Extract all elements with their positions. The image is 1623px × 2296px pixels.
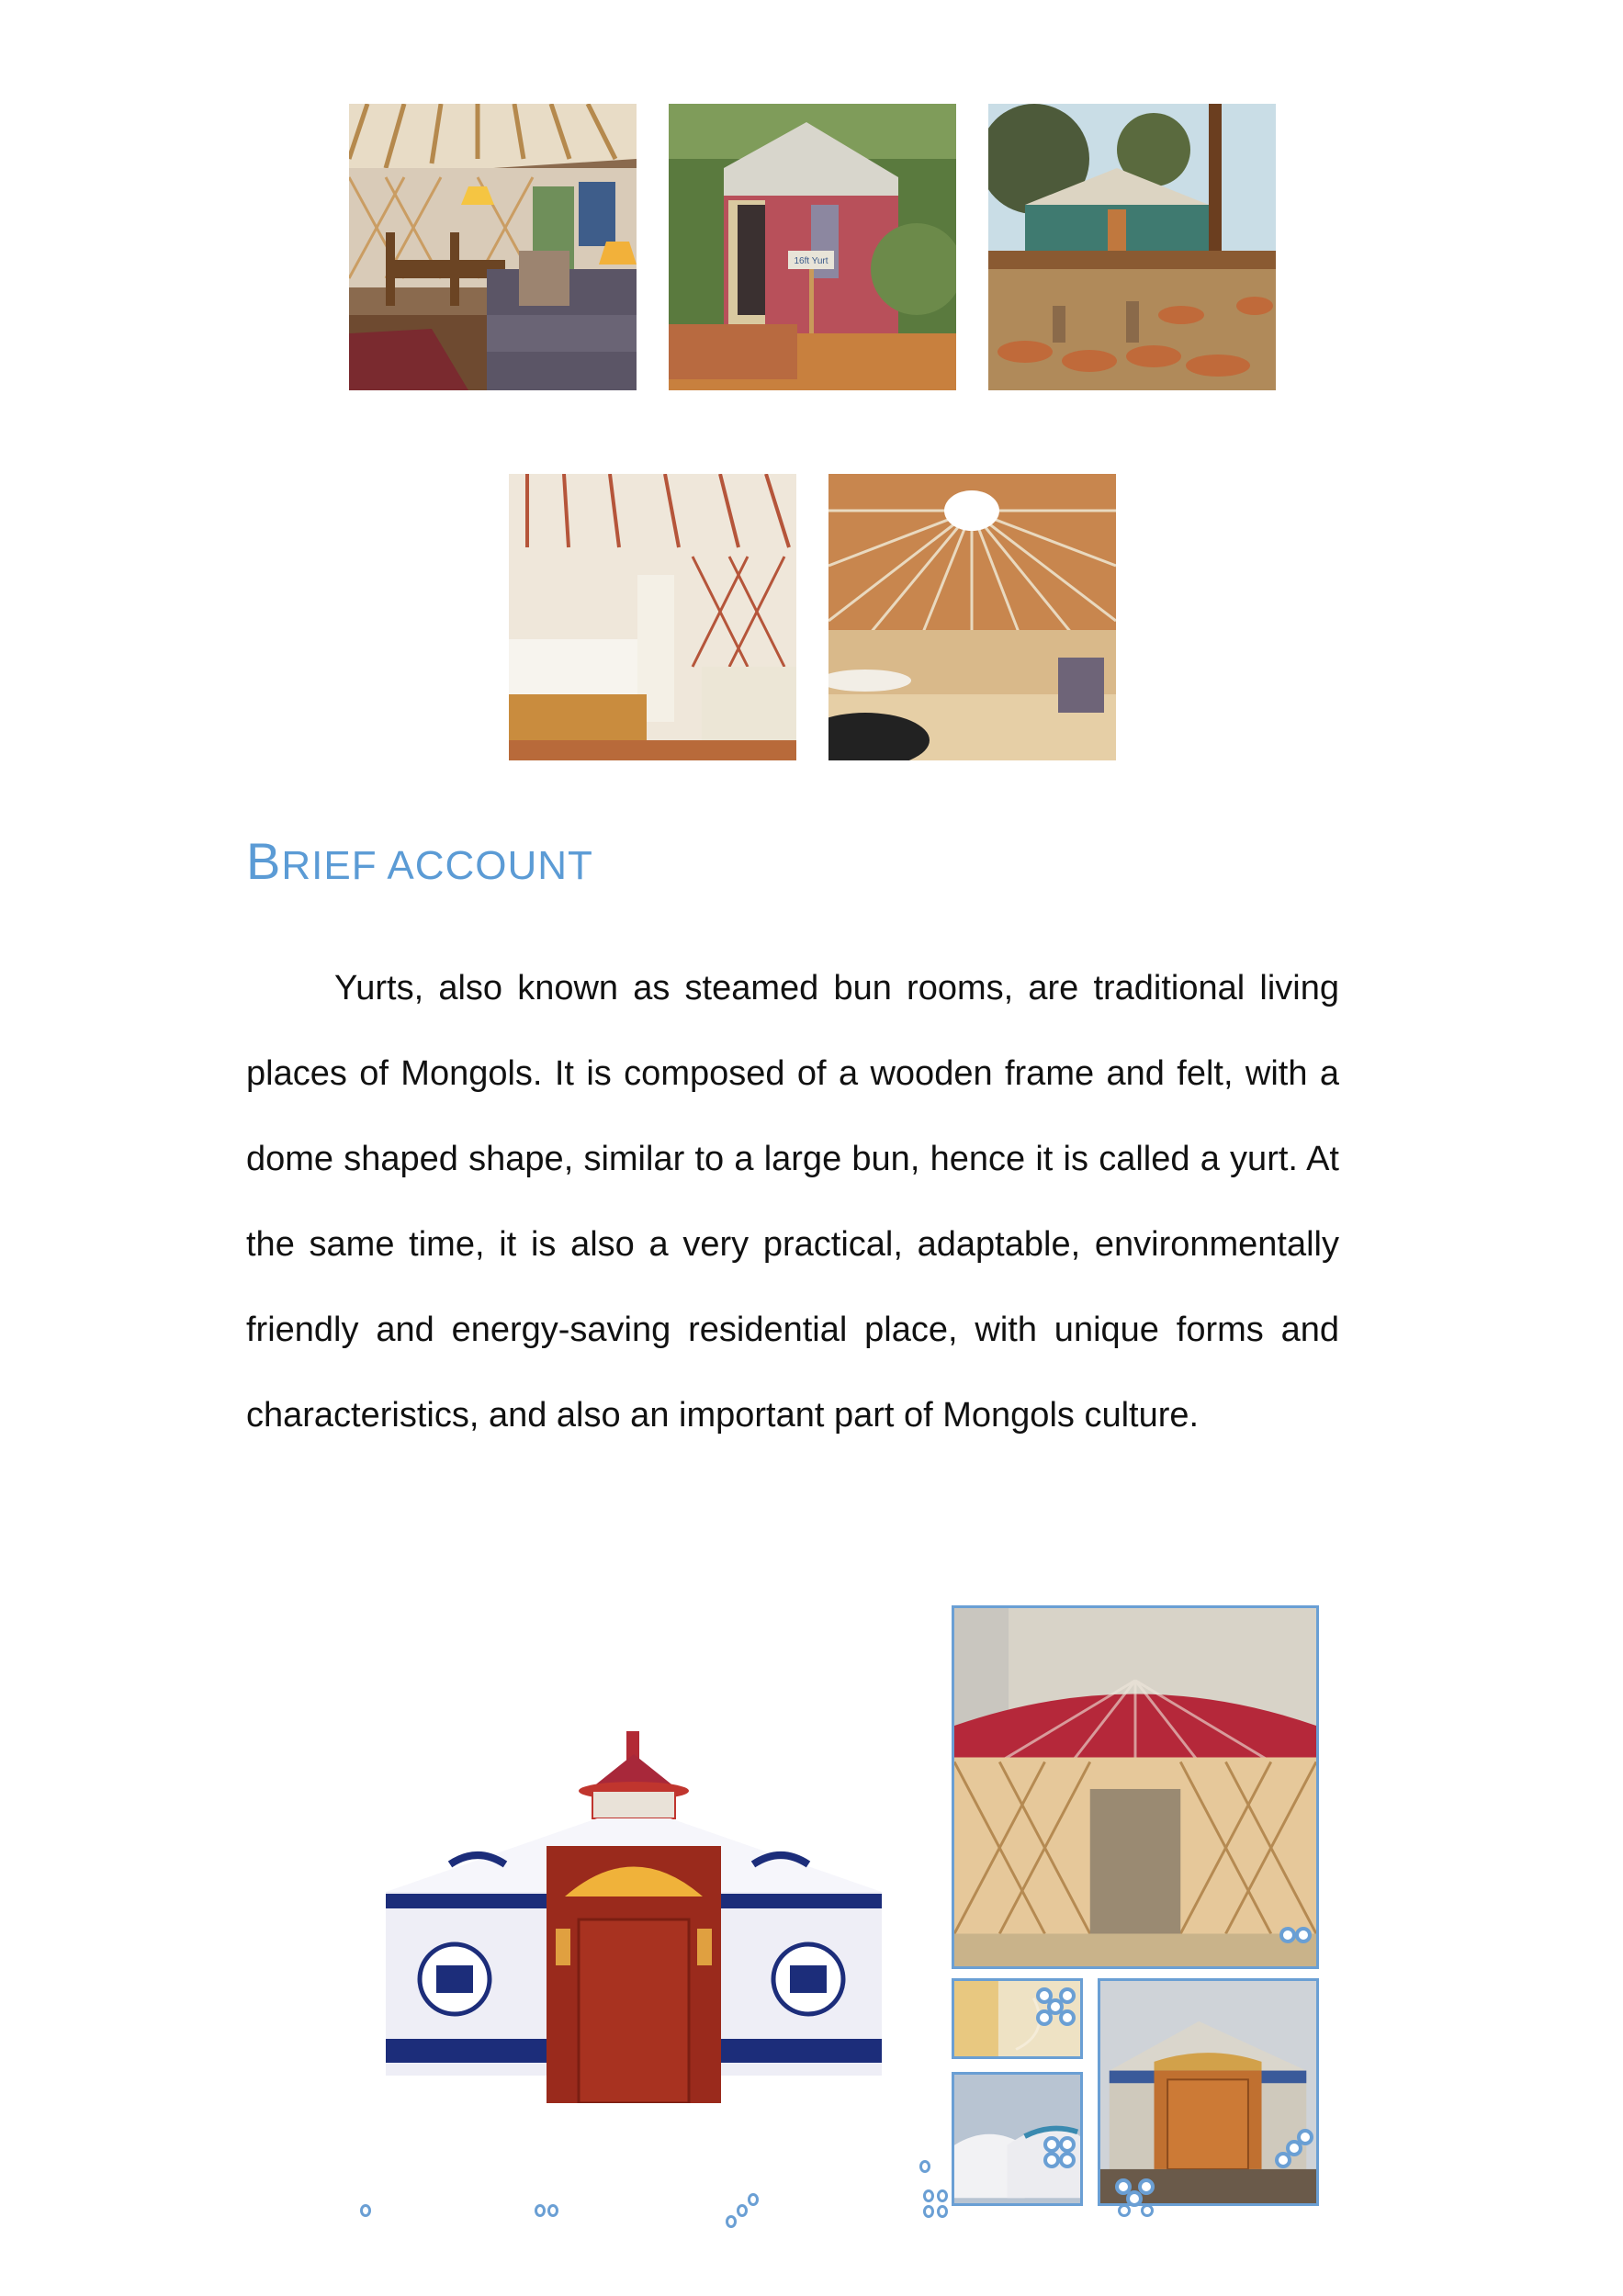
section-heading [246, 831, 593, 891]
decorative-ring-icon [1036, 2009, 1053, 2026]
yurt-frame-image [954, 1608, 1316, 1966]
heading-initial: B [246, 832, 282, 890]
photo-green-yurt [988, 104, 1276, 390]
yurt-bedroom-image [509, 474, 796, 760]
heading-rest: RIEF ACCOUNT [281, 843, 593, 888]
decorative-ring-icon [737, 2204, 748, 2217]
photo-yurt-frame [952, 1605, 1319, 1969]
decorative-ring-icon [1141, 2204, 1154, 2217]
carved-door-yurt-image [1100, 1981, 1316, 2203]
photo-carved-door-yurt [1098, 1978, 1319, 2206]
photo-red-yurt [669, 104, 956, 390]
decorative-ring-icon [1059, 2009, 1076, 2026]
decorative-ring-icon [1279, 1927, 1296, 1943]
mongolian-yurt-image [386, 1717, 882, 2103]
decorative-ring-icon [726, 2215, 737, 2228]
body-text [246, 946, 1339, 1458]
yurt-kitchen-image [828, 474, 1116, 760]
decorative-ring-icon [1043, 2136, 1060, 2153]
decorative-ring-icon [1043, 2152, 1060, 2168]
decorative-ring-icon [1059, 2136, 1076, 2153]
photo-yurt-bedroom [509, 474, 796, 760]
green-yurt-image [988, 104, 1276, 390]
photo-yurt-kitchen [828, 474, 1116, 760]
yurt-sign-text: 16ft Yurt [794, 256, 828, 266]
photo-mongolian-yurt [386, 1717, 882, 2103]
red-yurt-image [669, 104, 956, 390]
decorative-ring-icon [923, 2205, 934, 2218]
decorative-ring-icon [535, 2204, 546, 2217]
decorative-ring-icon [1059, 2152, 1076, 2168]
decorative-ring-icon [547, 2204, 558, 2217]
decorative-ring-icon [1118, 2204, 1131, 2217]
photo-yurt-living-room [349, 104, 637, 390]
body-paragraph: Yurts, also known as steamed bun rooms, are traditional living places of Mongols. It is composed of a wooden frame and felt, with a dome shaped shape, similar to a large bun, hence it is called a yurt. At the same time, it is also a very practical, adaptable, environmentally friendly and energy-saving residential place, with unique forms and characteristics, and also an important part of Mongols culture. [246, 969, 1339, 1435]
decorative-ring-icon [1275, 2152, 1291, 2168]
decorative-ring-icon [748, 2193, 759, 2206]
yurt-living-room-image [349, 104, 637, 390]
decorative-ring-icon [1295, 1927, 1312, 1943]
decorative-ring-icon [360, 2204, 371, 2217]
decorative-ring-icon [923, 2189, 934, 2202]
decorative-ring-icon [937, 2205, 948, 2218]
decorative-ring-icon [1126, 2190, 1143, 2207]
decorative-ring-icon [937, 2189, 948, 2202]
decorative-ring-icon [919, 2160, 930, 2173]
